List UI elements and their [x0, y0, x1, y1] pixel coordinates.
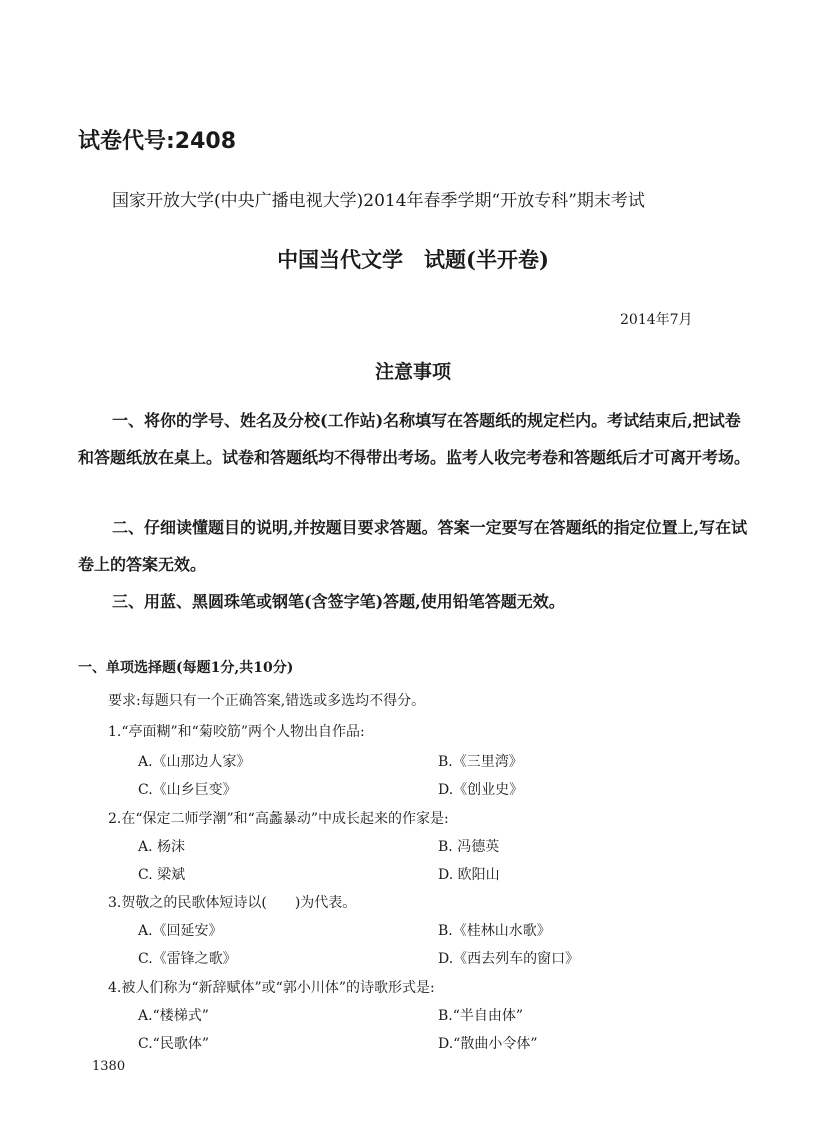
option-a: A.“楼梯式” [138, 1008, 209, 1024]
section-requirement: 要求:每题只有一个正确答案,错选或多选均不得分。 [108, 693, 426, 709]
notice-item-2: 二、仔细读懂题目的说明,并按题目要求答题。答案一定要写在答题纸的指定位置上,写在试卷上的答案无效。 [78, 518, 748, 574]
question-stem: 3.贺敬之的民歌体短诗以( )为代表。 [108, 895, 357, 911]
option-c: C.《山乡巨变》 [138, 782, 237, 798]
exam-header: 国家开放大学(中央广播电视大学)2014年春季学期“开放专科”期末考试 [112, 191, 645, 211]
option-a: A.《回延安》 [138, 923, 223, 939]
option-a: A. 杨沫 [138, 839, 186, 855]
exam-title: 中国当代文学 试题(半开卷) [277, 247, 549, 272]
option-b: B.《三里湾》 [438, 754, 523, 770]
question-stem: 2.在“保定二师学潮”和“高蠡暴动”中成长起来的作家是: [108, 811, 449, 827]
option-d: D. 欧阳山 [438, 867, 500, 883]
notice-heading: 注意事项 [374, 361, 451, 383]
paper-code: 试卷代号:2408 [78, 129, 237, 154]
notice-item-3: 三、用蓝、黑圆珠笔或钢笔(含签字笔)答题,使用铅笔答题无效。 [112, 592, 565, 611]
question-stem: 4.被人们称为“新辞赋体”或“郭小川体”的诗歌形式是: [108, 980, 435, 996]
option-d: D.《创业史》 [438, 782, 524, 798]
option-b: B.《桂林山水歌》 [438, 923, 551, 939]
option-c: C.《雷锋之歌》 [138, 951, 237, 967]
section-title: 一、单项选择题(每题1分,共10分) [78, 660, 294, 676]
page-number: 1380 [92, 1059, 126, 1074]
option-b: B.“半自由体” [438, 1008, 524, 1024]
option-c: C.“民歌体” [138, 1036, 209, 1052]
option-c: C. 梁斌 [138, 867, 186, 883]
exam-date: 2014年7月 [620, 312, 693, 328]
option-d: D.《西去列车的窗口》 [438, 951, 580, 967]
question-stem: 1.“亭面糊”和“菊咬筋”两个人物出自作品: [108, 724, 365, 740]
option-a: A.《山那边人家》 [138, 754, 251, 770]
option-d: D.“散曲小令体” [438, 1036, 538, 1052]
notice-item-1: 一、将你的学号、姓名及分校(工作站)名称填写在答题纸的规定栏内。考试结束后,把试卷和答题纸放在桌上。试卷和答题纸均不得带出考场。监考人收完考卷和答题纸后才可离开考场。 [78, 411, 751, 467]
option-b: B. 冯德英 [438, 839, 500, 855]
